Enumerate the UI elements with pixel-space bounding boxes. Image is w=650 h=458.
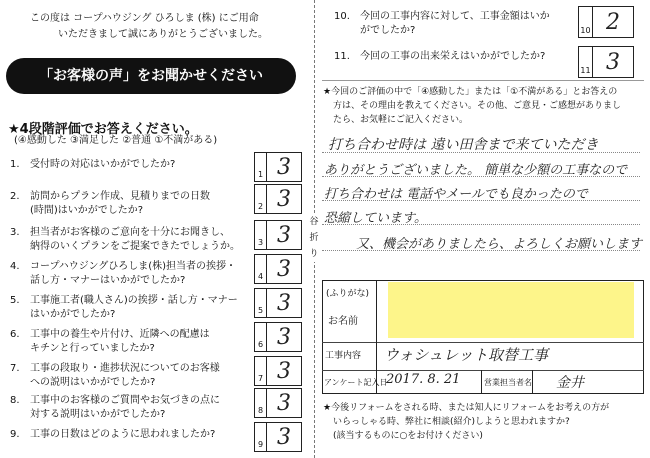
question-number: 6.: [10, 329, 20, 340]
question-text: 工事中の養生や片付け、近隣への配慮は: [30, 329, 210, 340]
handwritten-line-1: 打ち合わせ時は 遠い田舎まで来ていただき: [328, 137, 599, 153]
question-text: 対する説明はいかがでしたか?: [30, 409, 166, 420]
question-text: がでしたか?: [360, 25, 416, 36]
instructions-scale: (④感動した ③満足した ②普通 ①不満がある): [14, 135, 218, 146]
answer-box-number: 3: [255, 221, 267, 249]
answer-box-number: 7: [255, 357, 267, 385]
answer-box[interactable]: [254, 288, 302, 318]
question-text: 訪問からプラン作成、見積りまでの日数: [30, 191, 210, 202]
answer-value: 3: [277, 424, 291, 450]
answer-value: 3: [277, 290, 291, 316]
instructions-title: ★4段階評価でお答えください。: [8, 122, 198, 137]
work-label: 工事内容: [325, 351, 362, 361]
question-number: 5.: [10, 295, 20, 306]
table-divider: [532, 370, 533, 394]
question-text: への説明はいかがでしたか?: [30, 377, 156, 388]
answer-box-number: 1: [255, 153, 267, 181]
footer-line-2: いらっしゃる時、弊社に相談(紹介)しようと思われますか?: [333, 417, 570, 427]
header-line-1: この度は コープハウジング ひろしま (株) にご用命: [30, 13, 259, 24]
answer-box[interactable]: [578, 6, 634, 38]
handwritten-line-5: 又、機会がありましたら、よろしくお願いします: [356, 237, 643, 252]
fold-label: [308, 214, 320, 262]
question-text: はいかがでしたか?: [30, 309, 116, 320]
table-divider: [322, 342, 644, 343]
answer-box[interactable]: [254, 322, 302, 352]
comment-prompt-1: ★今回のご評価の中で「④感動した」または「①不満がある」とお答えの: [323, 87, 618, 97]
handwritten-line-4: 恐縮しています。: [324, 211, 427, 226]
question-text: 工事の段取り・進捗状況についてのお客様: [30, 363, 220, 374]
answer-value: 3: [277, 390, 291, 416]
footer-line-3: (該当するものに○をお付けください): [333, 431, 483, 441]
answer-box[interactable]: [254, 220, 302, 250]
answer-box[interactable]: [254, 356, 302, 386]
table-divider: [481, 370, 482, 394]
question-number: 7.: [10, 363, 20, 374]
question-text: 話し方・マナーはいかがでしたか?: [30, 275, 186, 286]
question-number: 8.: [10, 395, 20, 406]
header-line-2: いただきまして誠にありがとうございました。: [58, 29, 268, 40]
date-value: 2017. 8. 21: [386, 372, 461, 387]
banner-title: 「お客様の声」をお聞かせください: [6, 58, 296, 94]
question-text: 工事中のお客様のご質問やお気づきの点に: [30, 395, 220, 406]
comment-prompt-3: たら、お気軽にご記入ください。: [333, 115, 469, 125]
fold-char: り: [309, 249, 319, 259]
answer-value: 3: [277, 186, 291, 212]
question-text: 納得のいくプランをご提案できたでしょうか。: [30, 241, 240, 252]
answer-value: 3: [277, 222, 291, 248]
answer-value: 3: [277, 154, 291, 180]
question-text: コープハウジングひろしま(株)担当者の挨拶・: [30, 261, 237, 272]
redacted-name-block: [388, 282, 634, 338]
question-number: 10.: [334, 11, 350, 22]
answer-value: 3: [277, 324, 291, 350]
question-number: 2.: [10, 191, 20, 202]
answer-box[interactable]: [254, 388, 302, 418]
answer-box[interactable]: [254, 184, 302, 214]
answer-value: 3: [606, 49, 620, 75]
question-text: 担当者がお客様のご意向を十分にお聞きし、: [30, 227, 230, 238]
furigana-label: (ふりがな): [326, 289, 370, 299]
answer-value: 2: [606, 9, 620, 35]
question-number: 1.: [10, 159, 20, 170]
question-text: キチンと行っていましたか?: [30, 343, 155, 354]
answer-box-number: 5: [255, 289, 267, 317]
question-number: 3.: [10, 227, 20, 238]
date-label: アンケート記入日: [324, 378, 388, 387]
answer-box-number: 9: [255, 423, 267, 451]
answer-box[interactable]: [254, 254, 302, 284]
answer-box-number: 2: [255, 185, 267, 213]
answer-box[interactable]: [578, 46, 634, 78]
question-text: 工事施工者(職人さん)の挨拶・話し方・マナー: [30, 295, 238, 306]
table-divider: [322, 370, 644, 371]
staff-value: 金井: [556, 375, 584, 391]
question-text: (時間)はいかがでしたか?: [30, 205, 144, 216]
answer-box-number: 11: [579, 47, 593, 77]
name-label: お名前: [328, 316, 358, 327]
question-text: 今回の工事の出来栄えはいかがでしたか?: [360, 51, 546, 62]
question-number: 9.: [10, 429, 20, 440]
answer-box[interactable]: [254, 422, 302, 452]
comment-prompt-2: 方は、その理由を教えてください。その他、ご意見・ご感想がありまし: [333, 101, 622, 111]
answer-value: 3: [277, 256, 291, 282]
fold-char: 折: [309, 233, 319, 243]
question-text: 今回の工事内容に対して、工事金額はいか: [360, 11, 550, 22]
handwritten-line-3: 打ち合わせは 電話やメールでも良かったので: [324, 187, 588, 202]
handwritten-line-2: ありがとうございました。 簡単な少額の工事なので: [324, 163, 628, 178]
answer-box[interactable]: [254, 152, 302, 182]
fold-char: 谷: [309, 217, 319, 227]
answer-box-number: 10: [579, 7, 593, 37]
question-text: 受付時の対応はいかがでしたか?: [30, 159, 176, 170]
answer-value: 3: [277, 358, 291, 384]
question-text: 工事の日数はどのように思われましたか?: [30, 429, 216, 440]
answer-box-number: 4: [255, 255, 267, 283]
question-number: 11.: [334, 51, 350, 62]
question-number: 4.: [10, 261, 20, 272]
section-divider: [322, 80, 644, 81]
staff-label: 営業担当者名: [484, 378, 532, 387]
footer-line-1: ★今後リフォームをされる時、または知人にリフォームをお考えの方が: [323, 403, 610, 413]
answer-box-number: 6: [255, 323, 267, 351]
answer-box-number: 8: [255, 389, 267, 417]
work-value: ウォシュレット取替工事: [384, 346, 548, 364]
